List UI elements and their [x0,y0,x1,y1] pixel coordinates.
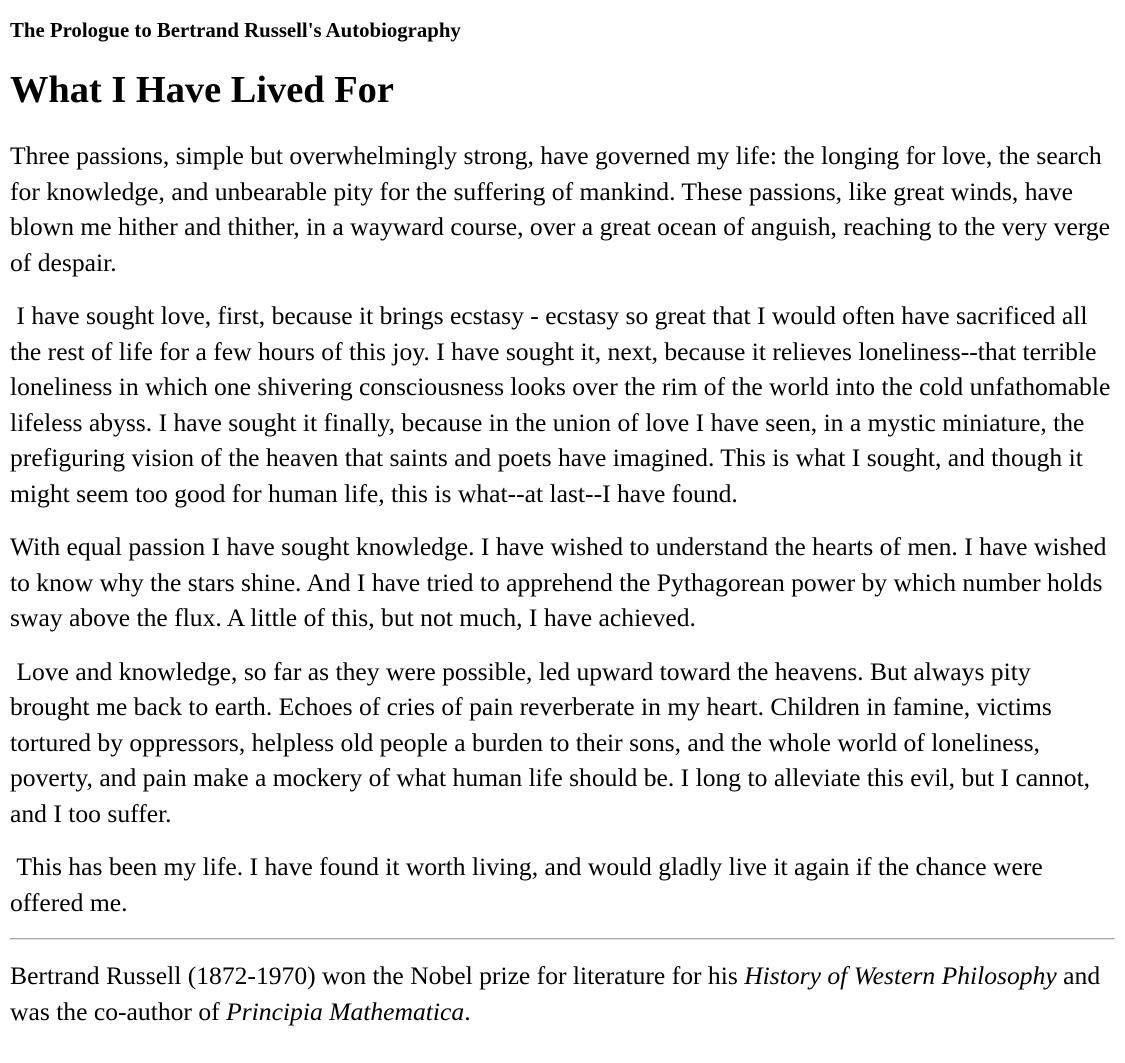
page-title: What I Have Lived For [10,69,394,111]
paragraph-three-passions: Three passions, simple but overwhelmingly strong, have governed my life: the longing for love, the search for knowledge, and unbearable pity for the suffering of mankind. These passions, like great winds, have blown me hither and thither, in a wayward course, over a great ocean of anguish, reaching to the very verge of despair. [10,141,1111,277]
author-attribution: Bertrand Russell (1872-1970) won the Nobel prize for literature for his History of Western Philosophy and was the co-author of Principia Mathematica. [10,961,1101,1026]
paragraph-pity: Love and knowledge, so far as they were possible, led upward toward the heavens. But always pity brought me back to earth. Echoes of cries of pain reverberate in my heart. Children in famine, victims tortured by oppressors, helpless old people a burden to their sons, and the whole world of loneliness, poverty, and pain make a mockery of what human life should be. I long to alleviate this evil, but I cannot, and I too suffer. [10,656,1091,828]
paragraph-sought-knowledge: With equal passion I have sought knowledge. I have wished to understand the hearts of men. I have wished to know why the stars shine. And I have tried to apprehend the Pythagorean power by which number holds sway above the flux. A little of this, but not much, I have achieved. [10,532,1107,632]
horizontal-rule [10,938,1115,940]
paragraph-sought-love: I have sought love, first, because it brings ecstasy - ecstasy so great that I would often have sacrificed all the rest of life for a few hours of this joy. I have sought it, next, because it relieves loneliness--that terrible loneliness in which one shivering consciousness looks over the rim of the world into the cold unfathomable lifeless abyss. I have sought it finally, because in the union of love I have seen, in a mystic miniature, the prefiguring vision of the heaven that saints and poets have imagined. This is what I sought, and though it might seem too good for human life, this is what--at last--I have found. [10,301,1111,508]
paragraph-conclusion: This has been my life. I have found it worth living, and would gladly live it again if the chance were offered me. [10,852,1043,917]
document-kicker: The Prologue to Bertrand Russell's Autobiography [10,19,461,42]
